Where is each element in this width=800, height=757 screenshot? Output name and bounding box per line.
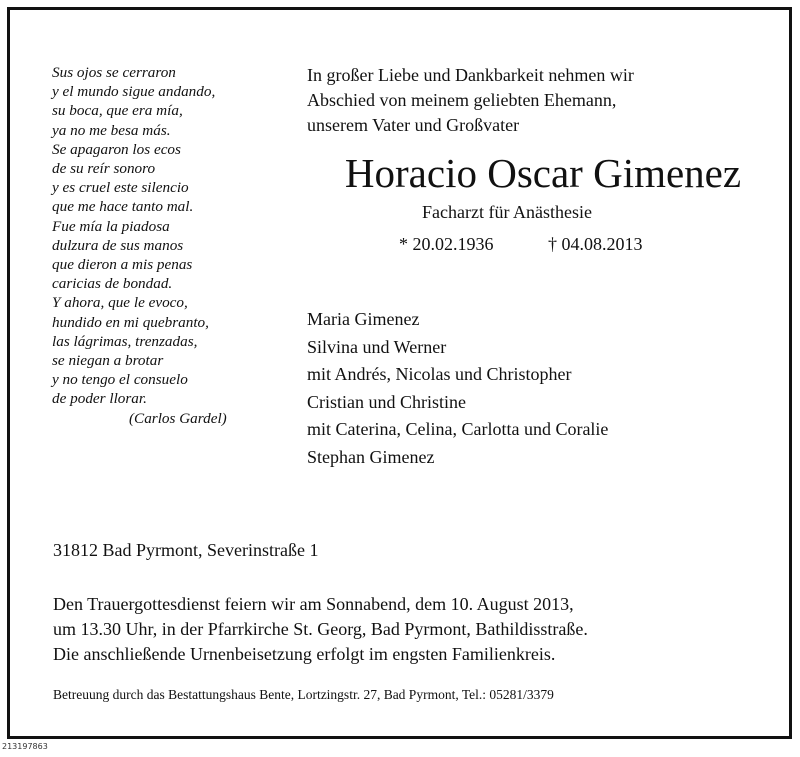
undertaker-info: Betreuung durch das Bestattungshaus Bente, Lortzingstr. 27, Bad Pyrmont, Tel.: 05281/3379 (53, 687, 554, 702)
poem-author: (Carlos Gardel) (129, 409, 227, 427)
poem-line: que me hace tanto mal. (52, 198, 194, 216)
poem-line: Fue mía la piadosa (52, 217, 170, 235)
poem-line: de su reír sonoro (52, 160, 156, 178)
poem-line: las lágrimas, trenzadas, (52, 332, 198, 350)
mourner-line: Cristian und Christine (307, 391, 466, 412)
poem-line: Y ahora, que le evoco, (52, 294, 188, 312)
mourner-line: Silvina und Werner (307, 336, 447, 357)
death-date: † 04.08.2013 (548, 234, 643, 254)
service-line: um 13.30 Uhr, in der Pfarrkirche St. Georg, Bad Pyrmont, Bathildisstraße. (53, 619, 588, 639)
mourners-list (307, 306, 608, 471)
intro-line: unserem Vater und Großvater (307, 115, 520, 135)
intro-text (307, 63, 634, 138)
deceased-name: Horacio Oscar Gimenez (344, 150, 742, 196)
poem-line: hundido en mi quebranto, (52, 313, 209, 331)
poem-line: dulzura de sus manos (52, 236, 184, 254)
poem-line: se niegan a brotar (52, 352, 164, 370)
ad-code: 213197863 (2, 742, 48, 751)
mourner-line: mit Caterina, Celina, Carlotta und Coralie (307, 419, 609, 439)
service-announcement (53, 592, 588, 667)
family-address: 31812 Bad Pyrmont, Severinstraße 1 (53, 540, 319, 560)
poem-line: de poder llorar. (52, 390, 147, 408)
poem-line: y es cruel este silencio (52, 179, 189, 197)
poem-line: y no tengo el consuelo (52, 371, 188, 389)
poem-line: su boca, que era mía, (52, 102, 183, 120)
intro-line: Abschied von meinem geliebten Ehemann, (307, 90, 617, 110)
poem-line: caricias de bondad. (52, 275, 173, 293)
mourner-line: mit Andrés, Nicolas und Christopher (307, 364, 572, 384)
poem (52, 63, 282, 428)
service-line: Die anschließende Urnenbeisetzung erfolgt im engsten Familienkreis. (53, 644, 556, 664)
birth-date: * 20.02.1936 (399, 234, 494, 254)
poem-line: Se apagaron los ecos (52, 140, 181, 158)
deceased-profession: Facharzt für Anästhesie (422, 202, 592, 222)
mourner-line: Stephan Gimenez (307, 446, 435, 467)
poem-line: que dieron a mis penas (52, 256, 193, 274)
mourner-line: Maria Gimenez (307, 309, 420, 329)
poem-line: ya no me besa más. (52, 121, 171, 139)
poem-line: y el mundo sigue andando, (52, 83, 216, 101)
service-line: Den Trauergottesdienst feiern wir am Sonnabend, dem 10. August 2013, (53, 594, 574, 614)
poem-line: Sus ojos se cerraron (52, 64, 176, 81)
intro-line: In großer Liebe und Dankbarkeit nehmen wir (307, 65, 634, 85)
